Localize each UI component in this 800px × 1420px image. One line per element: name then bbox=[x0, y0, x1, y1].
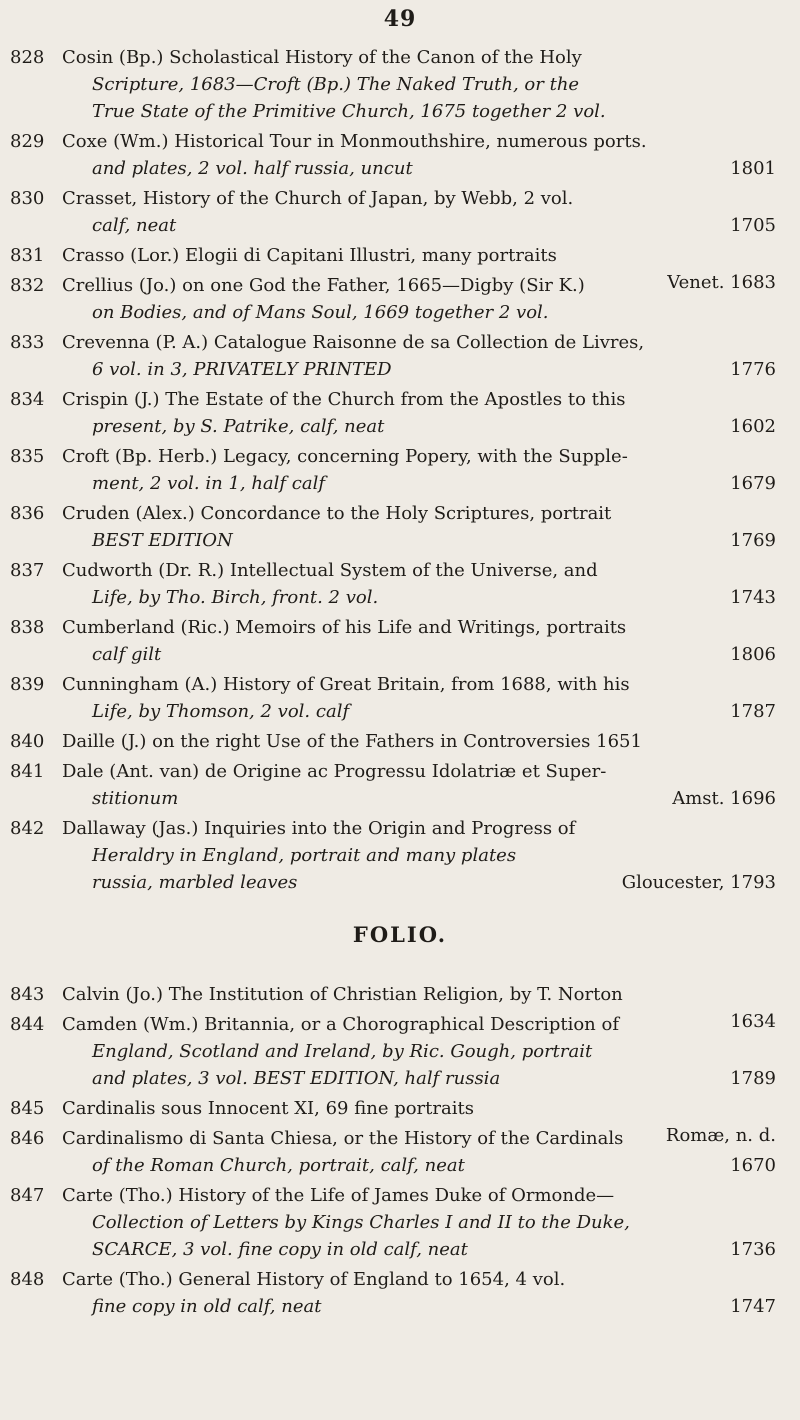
catalogue-entry bbox=[0, 1125, 800, 1179]
entry-continuation bbox=[62, 470, 776, 497]
section-title: FOLIO. bbox=[352, 922, 448, 947]
entry-description: England, Scotland and Ireland, by Ric. Gough, portrait bbox=[92, 1041, 593, 1062]
entry-date: 1705 bbox=[730, 215, 776, 236]
entry-text bbox=[62, 758, 776, 812]
entry-date: 1679 bbox=[730, 473, 776, 494]
entry-description: True State of the Primitive Church, 1675 together 2 vol. bbox=[92, 101, 606, 122]
entry-description: Heraldry in England, portrait and many plates bbox=[92, 845, 517, 866]
lot-number: 842 bbox=[10, 818, 45, 839]
entry-text bbox=[62, 671, 776, 725]
entry-title: Crispin (J.) The Estate of the Church from the Apostles to this bbox=[62, 389, 626, 410]
entry-date: Amst. 1696 bbox=[672, 788, 776, 809]
entry-title: Coxe (Wm.) Historical Tour in Monmouthshire, numerous ports. bbox=[62, 131, 647, 152]
entry-description: BEST EDITION bbox=[92, 530, 233, 551]
entry-text bbox=[62, 557, 776, 611]
catalogue-entry bbox=[0, 329, 800, 383]
catalogue-entry bbox=[0, 44, 800, 125]
entry-description: stitionum bbox=[92, 788, 179, 809]
catalogue-entry bbox=[0, 128, 800, 182]
entry-title: Cudworth (Dr. R.) Intellectual System of the Universe, and bbox=[62, 560, 598, 581]
entry-description: and plates, 3 vol. BEST EDITION, half russia bbox=[92, 1068, 501, 1089]
lot-number: 843 bbox=[10, 984, 45, 1005]
catalogue-entry bbox=[0, 1011, 800, 1092]
lot-number: 830 bbox=[10, 188, 45, 209]
entry-description: Life, by Tho. Birch, front. 2 vol. bbox=[92, 587, 379, 608]
entry-title: Calvin (Jo.) The Institution of Christian Religion, by T. Norton bbox=[62, 984, 623, 1005]
catalogue-entry bbox=[0, 671, 800, 725]
entry-title: Camden (Wm.) Britannia, or a Chorographical Description of bbox=[62, 1014, 619, 1035]
entry-text bbox=[62, 1266, 776, 1320]
entry-date: 1789 bbox=[730, 1068, 776, 1089]
entry-title: Dallaway (Jas.) Inquiries into the Origin and Progress of bbox=[62, 818, 576, 839]
entry-description: SCARCE, 3 vol. fine copy in old calf, neat bbox=[92, 1239, 468, 1260]
lot-number: 844 bbox=[10, 1014, 45, 1035]
entry-continuation bbox=[62, 356, 776, 383]
lot-number: 840 bbox=[10, 731, 45, 752]
lot-number: 839 bbox=[10, 674, 45, 695]
entry-text bbox=[62, 329, 776, 383]
entry-title: Carte (Tho.) General History of England to 1654, 4 vol. bbox=[62, 1269, 566, 1290]
entry-date: 1670 bbox=[730, 1155, 776, 1176]
entry-description: present, by S. Patrike, calf, neat bbox=[92, 416, 385, 437]
entry-title: Crevenna (P. A.) Catalogue Raisonne de sa Collection de Livres, bbox=[62, 332, 645, 353]
entry-description: Scripture, 1683—Croft (Bp.) The Naked Truth, or the bbox=[92, 74, 580, 95]
entry-continuation bbox=[62, 785, 776, 812]
lot-number: 845 bbox=[10, 1098, 45, 1119]
entry-continuation bbox=[62, 299, 776, 326]
entry-description: of the Roman Church, portrait, calf, neat bbox=[92, 1155, 465, 1176]
entry-date: 1769 bbox=[730, 530, 776, 551]
entry-text bbox=[62, 386, 776, 440]
lot-number: 847 bbox=[10, 1185, 45, 1206]
entry-date: 1806 bbox=[730, 644, 776, 665]
entry-date: 1602 bbox=[730, 416, 776, 437]
entry-title: Dale (Ant. van) de Origine ac Progressu Idolatriæ et Super- bbox=[62, 761, 607, 782]
entry-continuation bbox=[62, 1152, 776, 1179]
catalogue-entry bbox=[0, 557, 800, 611]
entry-text bbox=[62, 815, 776, 896]
catalogue-entry bbox=[0, 728, 800, 755]
entry-continuation bbox=[62, 71, 776, 98]
entry-title: Carte (Tho.) History of the Life of James Duke of Ormonde— bbox=[62, 1185, 615, 1206]
entry-continuation bbox=[62, 641, 776, 668]
entry-title: Cruden (Alex.) Concordance to the Holy Scriptures, portrait bbox=[62, 503, 612, 524]
entry-text bbox=[62, 128, 776, 182]
entry-title: Daille (J.) on the right Use of the Fathers in Controversies 1651 bbox=[62, 731, 642, 752]
entry-continuation bbox=[62, 155, 776, 182]
entry-description: fine copy in old calf, neat bbox=[92, 1296, 322, 1317]
catalogue-entry bbox=[0, 1266, 800, 1320]
catalogue-entry bbox=[0, 500, 800, 554]
entry-continuation bbox=[62, 1293, 776, 1320]
entry-continuation bbox=[62, 212, 776, 239]
folio-entries bbox=[0, 981, 800, 1320]
lot-number: 828 bbox=[10, 47, 45, 68]
entry-title: Croft (Bp. Herb.) Legacy, concerning Popery, with the Supple- bbox=[62, 446, 628, 467]
entry-text bbox=[62, 1125, 776, 1179]
entry-description: calf, neat bbox=[92, 215, 177, 236]
entry-text bbox=[62, 728, 776, 755]
entry-title: Crellius (Jo.) on one God the Father, 1665—Digby (Sir K.) bbox=[62, 275, 585, 296]
entry-continuation bbox=[62, 869, 776, 896]
entry-date: 1747 bbox=[730, 1296, 776, 1317]
entry-date: 1801 bbox=[730, 158, 776, 179]
entry-continuation bbox=[62, 1065, 776, 1092]
entry-text bbox=[62, 443, 776, 497]
entry-title: Cardinalismo di Santa Chiesa, or the History of the Cardinals bbox=[62, 1128, 624, 1149]
lot-number: 846 bbox=[10, 1128, 45, 1149]
entry-description: 6 vol. in 3, PRIVATELY PRINTED bbox=[92, 359, 392, 380]
entry-date: Venet. 1683 bbox=[667, 272, 776, 293]
entry-date: 1743 bbox=[730, 587, 776, 608]
entry-text bbox=[62, 1182, 776, 1263]
entry-continuation bbox=[62, 527, 776, 554]
lot-number: 829 bbox=[10, 131, 45, 152]
lot-number: 831 bbox=[10, 245, 45, 266]
catalogue-entry bbox=[0, 1182, 800, 1263]
entry-title: Cosin (Bp.) Scholastical History of the Canon of the Holy bbox=[62, 47, 582, 68]
entry-continuation bbox=[62, 413, 776, 440]
entry-continuation bbox=[62, 98, 776, 125]
entry-date: 1736 bbox=[730, 1239, 776, 1260]
entry-text bbox=[62, 44, 776, 125]
entry-continuation bbox=[62, 698, 776, 725]
lot-number: 835 bbox=[10, 446, 45, 467]
lot-number: 834 bbox=[10, 389, 45, 410]
entry-continuation bbox=[62, 842, 776, 869]
catalogue-entry bbox=[0, 614, 800, 668]
catalogue-entry bbox=[0, 443, 800, 497]
entry-date: Gloucester, 1793 bbox=[621, 872, 776, 893]
entry-date: 1776 bbox=[730, 359, 776, 380]
entry-description: calf gilt bbox=[92, 644, 162, 665]
catalogue-entry bbox=[0, 272, 800, 326]
entry-title: Cardinalis sous Innocent XI, 69 fine portraits bbox=[62, 1098, 474, 1119]
lot-number: 833 bbox=[10, 332, 45, 353]
entry-text bbox=[62, 185, 776, 239]
catalogue-entry bbox=[0, 185, 800, 239]
catalogue-entry bbox=[0, 758, 800, 812]
entry-text bbox=[62, 614, 776, 668]
lot-number: 838 bbox=[10, 617, 45, 638]
entry-date: 1787 bbox=[730, 701, 776, 722]
lot-number: 836 bbox=[10, 503, 45, 524]
entry-description: on Bodies, and of Mans Soul, 1669 together 2 vol. bbox=[92, 302, 549, 323]
catalogue-entry bbox=[0, 386, 800, 440]
entry-continuation bbox=[62, 1236, 776, 1263]
lot-number: 837 bbox=[10, 560, 45, 581]
entry-text bbox=[62, 1011, 776, 1092]
entry-continuation bbox=[62, 584, 776, 611]
lot-number: 841 bbox=[10, 761, 45, 782]
entry-description: russia, marbled leaves bbox=[92, 872, 298, 893]
entry-description: and plates, 2 vol. half russia, uncut bbox=[92, 158, 413, 179]
entry-continuation bbox=[62, 1209, 776, 1236]
entry-date: Romæ, n. d. bbox=[665, 1125, 776, 1146]
entry-description: Life, by Thomson, 2 vol. calf bbox=[92, 701, 350, 722]
octavo-entries bbox=[0, 44, 800, 896]
entry-title: Crasset, History of the Church of Japan, by Webb, 2 vol. bbox=[62, 188, 574, 209]
entry-title: Cumberland (Ric.) Memoirs of his Life and Writings, portraits bbox=[62, 617, 627, 638]
entry-description: Collection of Letters by Kings Charles I and II to the Duke, bbox=[92, 1212, 630, 1233]
page-number: 49 bbox=[383, 6, 417, 32]
lot-number: 832 bbox=[10, 275, 45, 296]
entry-title: Cunningham (A.) History of Great Britain, from 1688, with his bbox=[62, 674, 630, 695]
entry-text bbox=[62, 500, 776, 554]
entry-description: ment, 2 vol. in 1, half calf bbox=[92, 473, 326, 494]
catalogue-entry bbox=[0, 815, 800, 896]
entry-text bbox=[62, 272, 776, 326]
entry-date: 1634 bbox=[730, 1011, 776, 1032]
entry-title: Crasso (Lor.) Elogii di Capitani Illustri, many portraits bbox=[62, 245, 557, 266]
lot-number: 848 bbox=[10, 1269, 45, 1290]
entry-continuation bbox=[62, 1038, 776, 1065]
entries-list bbox=[0, 44, 800, 1323]
